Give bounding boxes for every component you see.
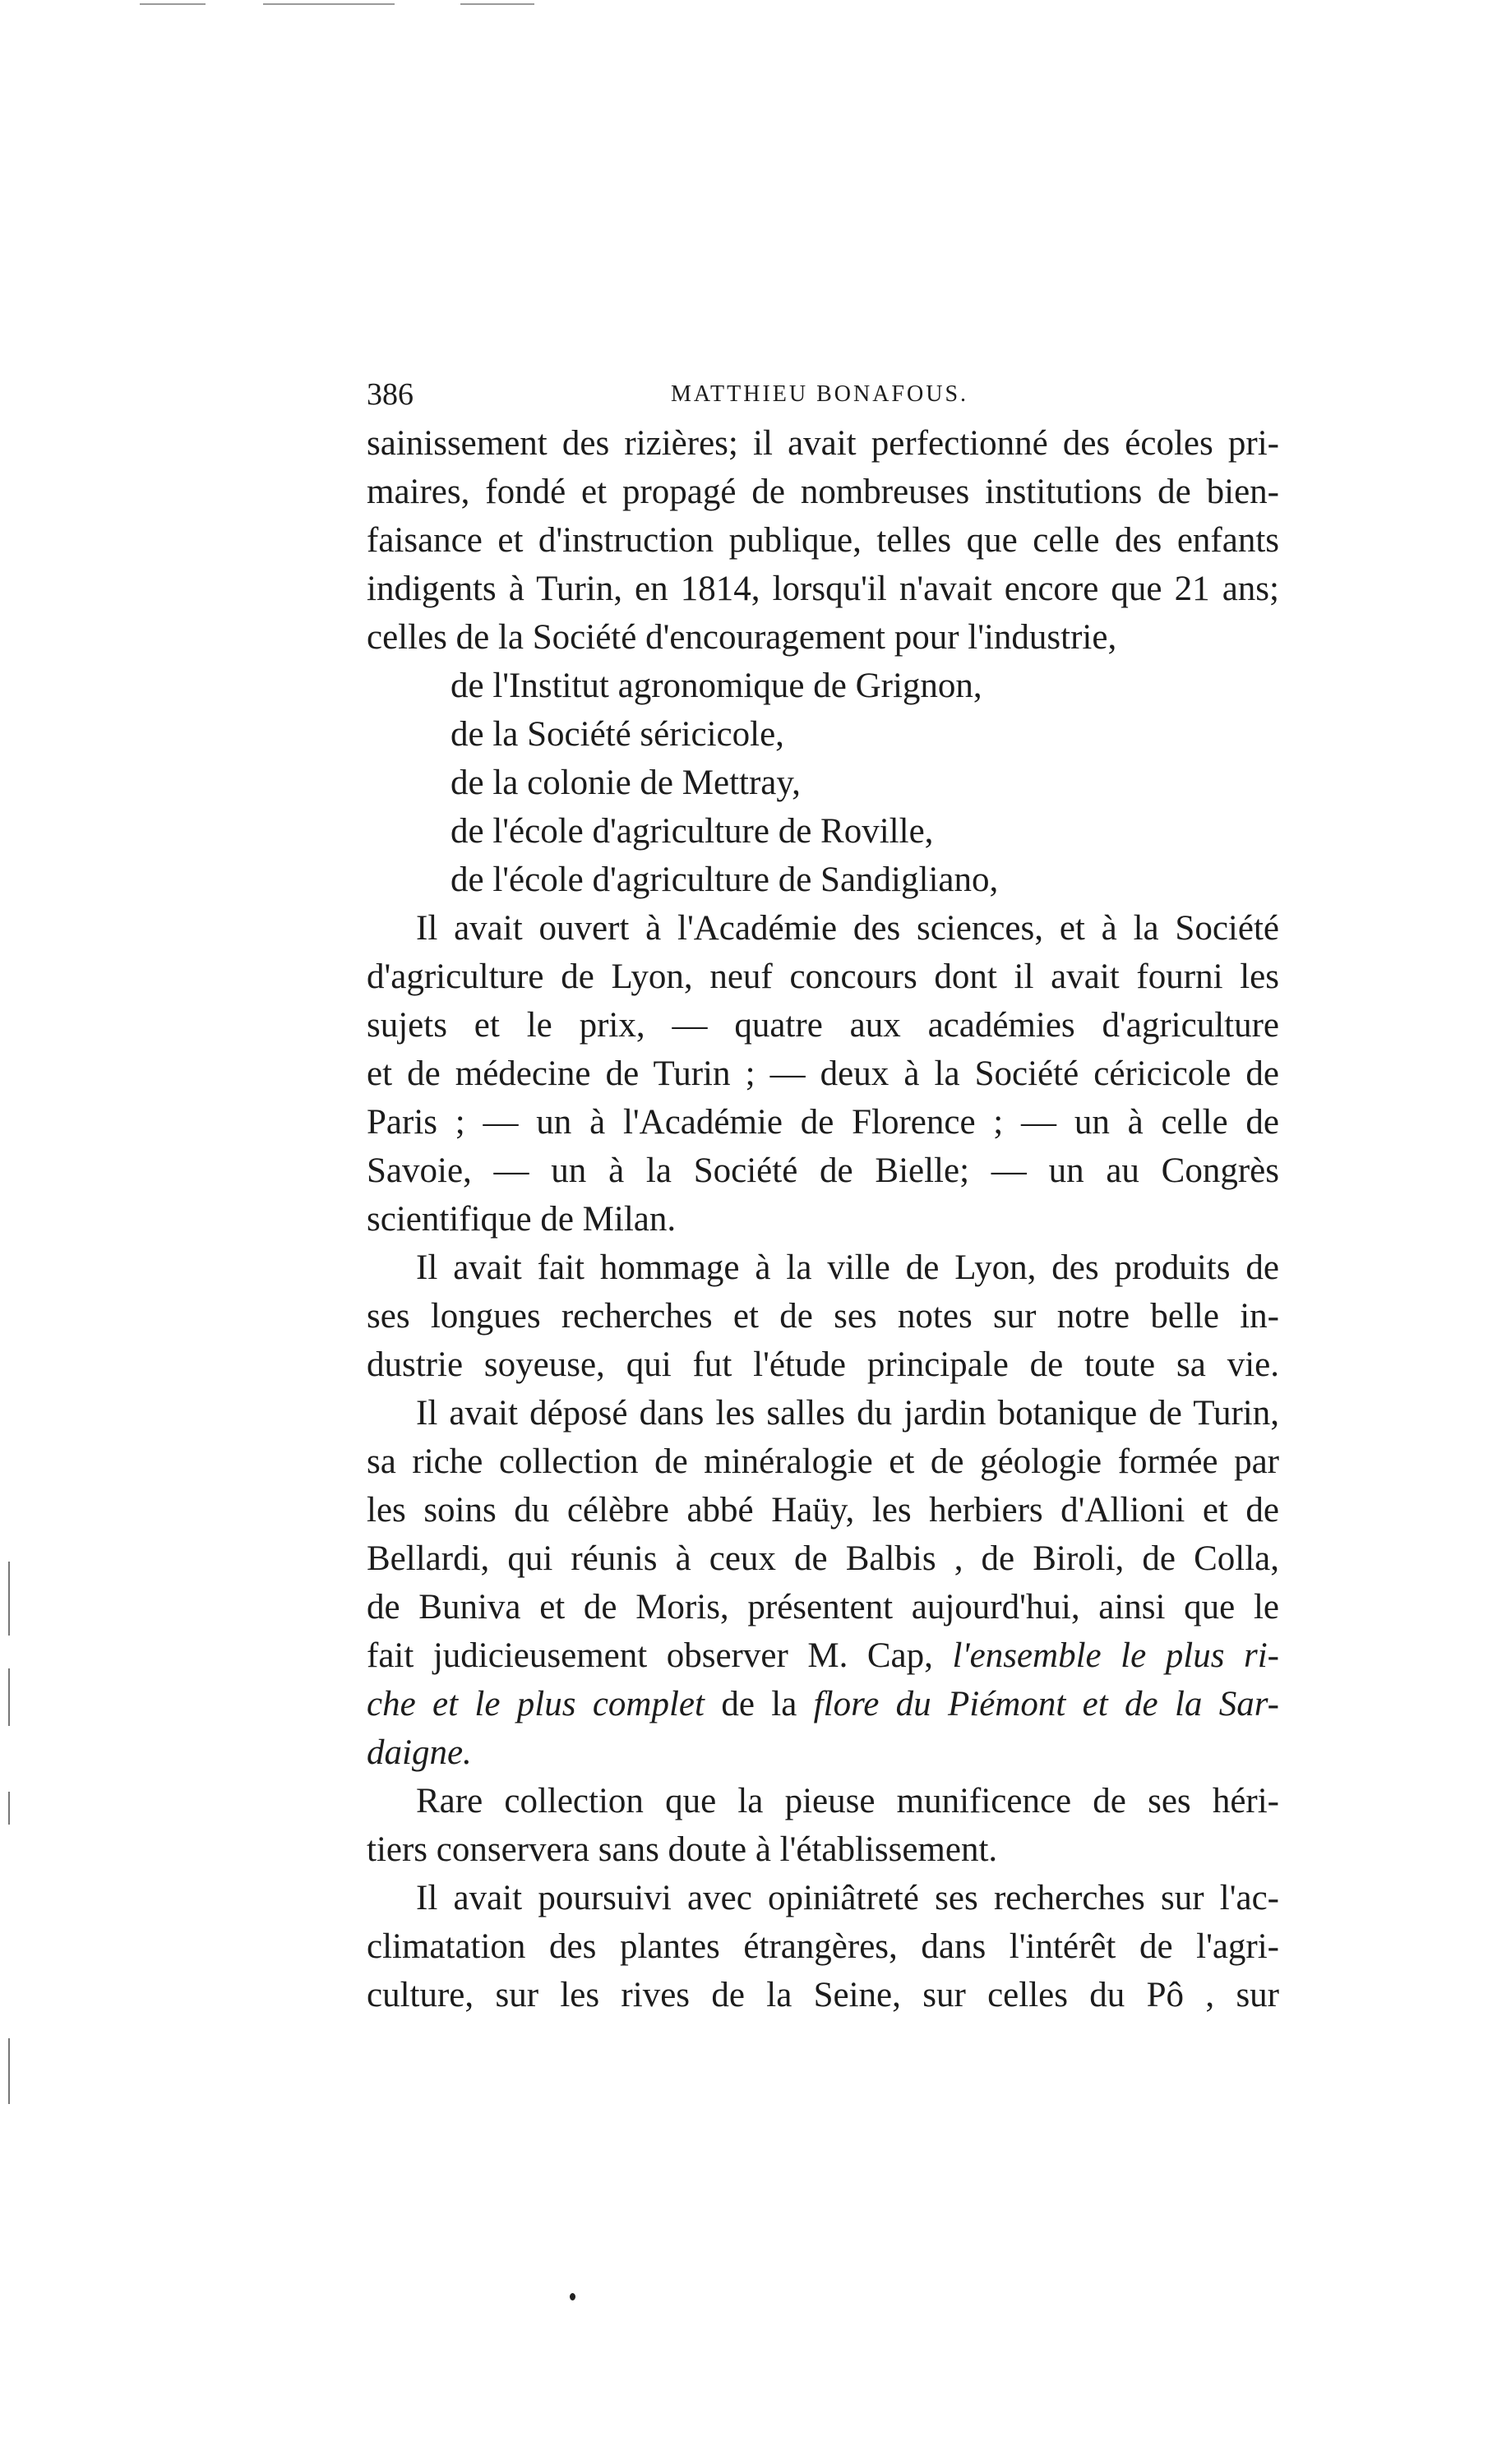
italic-segment: flore du Piémont et de la Sar- xyxy=(813,1685,1279,1723)
text-line: culture, sur les rives de la Seine, sur celles du Pô , sur xyxy=(367,1976,1279,2014)
edge-mark-4 xyxy=(8,2038,10,2104)
text-line: scientifique de Milan. xyxy=(367,1200,677,1239)
text-line: de Buniva et de Moris, présentent aujourd'hui, ainsi que le xyxy=(367,1588,1279,1627)
italic-segment: che et le plus complet xyxy=(367,1685,705,1723)
text-line: dustrie soyeuse, qui fut l'étude principale de toute sa vie. xyxy=(367,1345,1279,1384)
text-line: sujets et le prix, — quatre aux académies d'agriculture xyxy=(367,1006,1279,1045)
text-line: indigents à Turin, en 1814, lorsqu'il n'avait encore que 21 ans; xyxy=(367,570,1279,608)
text-line: sa riche collection de minéralogie et de géologie formée par xyxy=(367,1442,1279,1481)
page-body xyxy=(367,370,1279,2019)
text-segment: de la xyxy=(721,1685,797,1723)
edge-mark-2 xyxy=(8,1668,10,1726)
text-line: Rare collection que la pieuse munificence de ses héri- xyxy=(416,1782,1279,1820)
top-rule-3 xyxy=(460,3,534,5)
ink-dot xyxy=(570,2293,575,2300)
text-line: sainissement des rizières; il avait perfectionné des écoles pri- xyxy=(367,424,1279,463)
text-line: faisance et d'instruction publique, telles que celle des enfants xyxy=(367,521,1279,560)
italic-segment: l'ensemble le plus ri- xyxy=(952,1636,1279,1675)
text-line xyxy=(367,1631,1279,1680)
running-head xyxy=(367,370,1279,419)
text-line: climatation des plantes étrangères, dans l'intérêt de l'agri- xyxy=(367,1927,1279,1966)
text-line: Bellardi, qui réunis à ceux de Balbis , de Biroli, de Colla, xyxy=(367,1539,1279,1578)
text-segment: fait judicieusement observer M. Cap, xyxy=(367,1636,933,1675)
text-line: les soins du célèbre abbé Haüy, les herbiers d'Allioni et de xyxy=(367,1491,1279,1530)
text-line: Il avait ouvert à l'Académie des sciences, et à la Société xyxy=(416,909,1279,948)
list-item: de la colonie de Mettray, xyxy=(451,764,801,802)
text-line xyxy=(367,1680,1279,1728)
list-item: de l'Institut agronomique de Grignon, xyxy=(451,667,982,705)
text-line xyxy=(367,1728,1279,1777)
list-item: de l'école d'agriculture de Roville, xyxy=(451,812,934,851)
top-rule-1 xyxy=(140,3,206,5)
text-line: tiers conservera sans doute à l'établissement. xyxy=(367,1830,998,1869)
list-item: de l'école d'agriculture de Sandigliano, xyxy=(451,861,999,899)
text-line: Paris ; — un à l'Académie de Florence ; — un à celle de xyxy=(367,1103,1279,1142)
text-line: Savoie, — un à la Société de Bielle; — un au Congrès xyxy=(367,1151,1279,1190)
running-title: MATTHIEU BONAFOUS. xyxy=(671,381,969,407)
italic-segment: daigne. xyxy=(367,1733,472,1772)
text-line: Il avait poursuivi avec opiniâtreté ses recherches sur l'ac- xyxy=(416,1879,1279,1917)
edge-mark-3 xyxy=(8,1792,10,1825)
top-rule-2 xyxy=(263,3,395,5)
page-number: 386 xyxy=(367,377,414,412)
list-item: de la Société séricicole, xyxy=(451,715,784,754)
text-line: maires, fondé et propagé de nombreuses institutions de bien- xyxy=(367,473,1279,511)
text-line: Il avait fait hommage à la ville de Lyon, des produits de xyxy=(416,1248,1279,1287)
text-line: et de médecine de Turin ; — deux à la Société céricicole de xyxy=(367,1054,1279,1093)
text-line: Il avait déposé dans les salles du jardin botanique de Turin, xyxy=(416,1394,1279,1433)
text-line: d'agriculture de Lyon, neuf concours dont il avait fourni les xyxy=(367,957,1279,996)
text-line: celles de la Société d'encouragement pour l'industrie, xyxy=(367,618,1117,657)
edge-mark-1 xyxy=(8,1562,10,1636)
text-line: ses longues recherches et de ses notes sur notre belle in- xyxy=(367,1297,1279,1336)
